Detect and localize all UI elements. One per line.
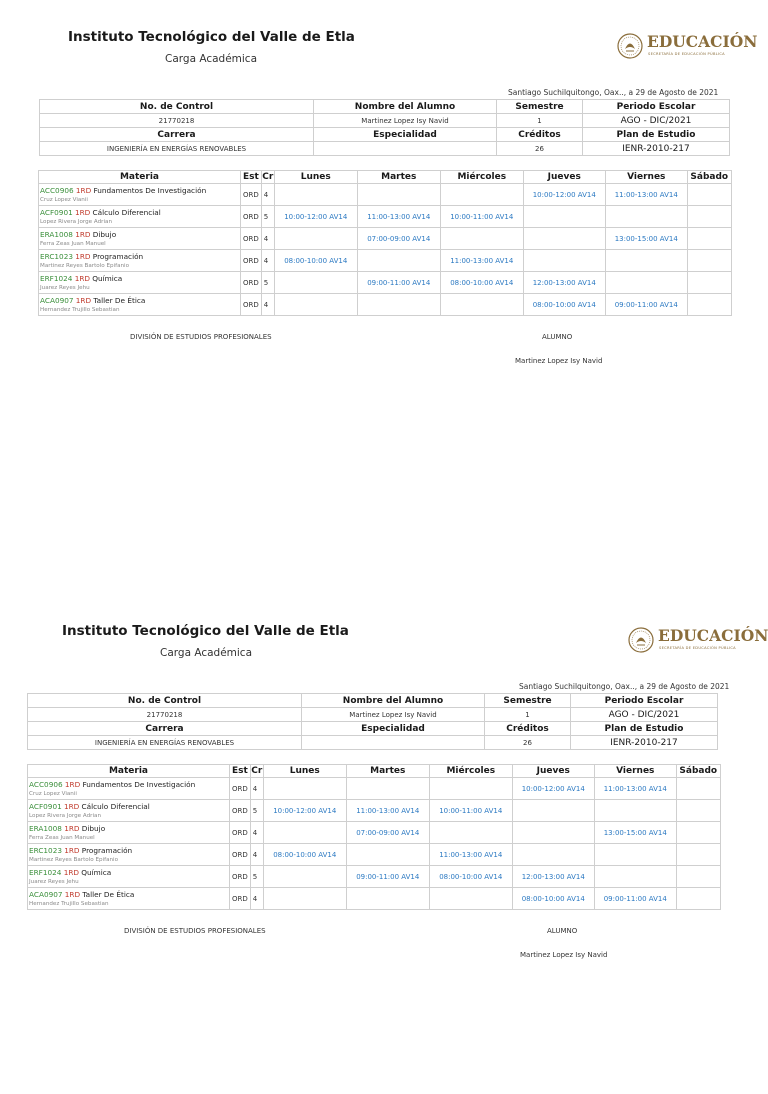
schedule-slot: 11:00-13:00 AV14 (440, 250, 523, 272)
subject-cell (28, 778, 230, 800)
schedule-slot (429, 822, 512, 844)
subject-name: Programación (92, 251, 144, 261)
subject-name: Química (81, 867, 112, 877)
schedule-slot (605, 206, 687, 228)
credits-cell: 4 (250, 844, 263, 866)
subject-name: Cálculo Diferencial (92, 207, 161, 217)
schedule-slot (687, 206, 731, 228)
semester-header: Semestre (497, 100, 583, 114)
credits-cell: 5 (250, 866, 263, 888)
sep-logo (628, 624, 768, 658)
schedule-slot (594, 844, 676, 866)
credits-cell: 4 (250, 888, 263, 910)
schedule-slot (687, 250, 731, 272)
schedule-slot (357, 294, 440, 316)
career-header: Carrera (28, 722, 302, 736)
career-header: Carrera (40, 128, 314, 142)
schedule-slot (676, 778, 720, 800)
credits-cell: 5 (261, 206, 274, 228)
logo-tagline: SECRETARÍA DE EDUCACIÓN PÚBLICA (659, 646, 736, 650)
schedule-header-7: Viernes (594, 765, 676, 778)
specialty-header: Especialidad (302, 722, 485, 736)
institution-title: Instituto Tecnológico del Valle de Etla (68, 29, 355, 45)
plan-value: IENR-2010-217 (571, 736, 718, 750)
subject-name: Taller De Ética (93, 295, 146, 305)
schedule-slot (274, 272, 357, 294)
group-code: 1RD (63, 801, 80, 811)
schedule-slot: 10:00-11:00 AV14 (440, 206, 523, 228)
credits-value: 26 (485, 736, 571, 750)
subject-name: Programación (81, 845, 133, 855)
student-name-value: Martinez Lopez Isy Navid (314, 114, 497, 128)
schedule-slot (274, 228, 357, 250)
credits-cell: 5 (250, 800, 263, 822)
subject-cell (28, 822, 230, 844)
logo-wordmark: EDUCACIÓN (658, 626, 768, 645)
student-signature-label: ALUMNO (547, 927, 578, 935)
status-cell: ORD (230, 822, 251, 844)
schedule-slot: 11:00-13:00 AV14 (357, 206, 440, 228)
table-row (28, 844, 721, 866)
schedule-slot (687, 294, 731, 316)
schedule-slot (687, 272, 731, 294)
credits-cell: 4 (250, 822, 263, 844)
schedule-slot (676, 888, 720, 910)
subject-code: ACC0906 (40, 185, 74, 195)
schedule-slot (594, 800, 676, 822)
schedule-header-1: Est (241, 171, 262, 184)
student-name-header: Nombre del Alumno (302, 694, 485, 708)
schedule-slot: 08:00-10:00 AV14 (263, 844, 346, 866)
semester-header: Semestre (485, 694, 571, 708)
schedule-slot: 07:00-09:00 AV14 (346, 822, 429, 844)
status-cell: ORD (241, 250, 262, 272)
career-value: INGENIERÍA EN ENERGÍAS RENOVABLES (28, 736, 302, 750)
subject-name: Dibujo (81, 823, 106, 833)
plan-value: IENR-2010-217 (583, 142, 730, 156)
schedule-slot: 12:00-13:00 AV14 (523, 272, 605, 294)
student-info-table (27, 693, 718, 750)
subject-cell (39, 228, 241, 250)
place-and-date: Santiago Suchilquitongo, Oax.., a 29 de Agosto de 2021 (519, 682, 730, 691)
schedule-header-0: Materia (39, 171, 241, 184)
subject-cell (39, 272, 241, 294)
student-name-value: Martinez Lopez Isy Navid (302, 708, 485, 722)
credits-cell: 4 (250, 778, 263, 800)
logo-tagline: SECRETARÍA DE EDUCACIÓN PÚBLICA (648, 52, 725, 56)
credits-header: Créditos (497, 128, 583, 142)
institution-title: Instituto Tecnológico del Valle de Etla (62, 623, 349, 639)
subject-code: ERC1023 (40, 251, 73, 261)
specialty-header: Especialidad (314, 128, 497, 142)
schedule-slot (676, 822, 720, 844)
schedule-slot (512, 822, 594, 844)
schedule-header-4: Martes (346, 765, 429, 778)
subject-cell (28, 800, 230, 822)
status-cell: ORD (230, 778, 251, 800)
period-header: Periodo Escolar (583, 100, 730, 114)
subject-code: ACA0907 (29, 889, 63, 899)
student-info-table (39, 99, 730, 156)
specialty-value (302, 736, 485, 750)
schedule-slot (687, 228, 731, 250)
schedule-slot: 11:00-13:00 AV14 (594, 778, 676, 800)
subject-cell (28, 888, 230, 910)
semester-value: 1 (497, 114, 583, 128)
group-code: 1RD (64, 779, 81, 789)
professor-name: Lopez Rivera Jorge Adrian (29, 812, 101, 819)
professor-name: Martinez Reyes Bartolo Epifanio (29, 856, 119, 863)
table-row (39, 294, 732, 316)
group-code: 1RD (75, 229, 91, 239)
schedule-slot (605, 272, 687, 294)
schedule-slot: 09:00-11:00 AV14 (605, 294, 687, 316)
schedule-slot (263, 822, 346, 844)
table-row (39, 206, 732, 228)
schedule-slot: 08:00-10:00 AV14 (274, 250, 357, 272)
student-signature-label: ALUMNO (542, 333, 573, 341)
credits-header: Créditos (485, 722, 571, 736)
group-code: 1RD (74, 273, 91, 283)
group-code: 1RD (64, 889, 81, 899)
professor-name: Hernandez Trujillo Sebastian (40, 306, 120, 313)
professor-name: Cruz Lopez Vianii (40, 196, 88, 203)
status-cell: ORD (241, 228, 262, 250)
schedule-slot (357, 250, 440, 272)
subject-cell (39, 184, 241, 206)
schedule-slot (346, 844, 429, 866)
schedule-slot: 09:00-11:00 AV14 (594, 888, 676, 910)
place-and-date: Santiago Suchilquitongo, Oax.., a 29 de Agosto de 2021 (508, 88, 719, 97)
credits-value: 26 (497, 142, 583, 156)
schedule-header-0: Materia (28, 765, 230, 778)
plan-header: Plan de Estudio (583, 128, 730, 142)
document-subtitle: Carga Académica (165, 53, 258, 65)
professor-name: Juarez Reyes Jehu (29, 878, 79, 885)
status-cell: ORD (230, 866, 251, 888)
student-signature-name: Martinez Lopez Isy Navid (520, 951, 608, 959)
specialty-value (314, 142, 497, 156)
subject-code: ERA1008 (29, 823, 62, 833)
credits-cell: 4 (261, 184, 274, 206)
schedule-slot: 08:00-10:00 AV14 (440, 272, 523, 294)
table-row (28, 866, 721, 888)
subject-name: Química (92, 273, 123, 283)
status-cell: ORD (241, 184, 262, 206)
schedule-slot: 12:00-13:00 AV14 (512, 866, 594, 888)
schedule-table (38, 170, 732, 316)
group-code: 1RD (75, 295, 92, 305)
career-value: INGENIERÍA EN ENERGÍAS RENOVABLES (40, 142, 314, 156)
eagle-seal-icon (628, 626, 654, 654)
table-row (39, 228, 732, 250)
schedule-header-3: Lunes (274, 171, 357, 184)
status-cell: ORD (230, 844, 251, 866)
status-cell: ORD (241, 272, 262, 294)
schedule-slot (429, 778, 512, 800)
professor-name: Ferra Zeas Juan Manuel (40, 240, 106, 247)
table-row (28, 822, 721, 844)
table-row (39, 250, 732, 272)
status-cell: ORD (241, 206, 262, 228)
schedule-slot: 13:00-15:00 AV14 (594, 822, 676, 844)
table-row (39, 184, 732, 206)
schedule-slot (274, 294, 357, 316)
academic-load-page (0, 0, 768, 500)
schedule-slot (263, 888, 346, 910)
subject-code: ERC1023 (29, 845, 62, 855)
subject-code: ACA0907 (40, 295, 74, 305)
status-cell: ORD (230, 888, 251, 910)
schedule-slot (274, 184, 357, 206)
subject-code: ACC0906 (29, 779, 63, 789)
credits-cell: 5 (261, 272, 274, 294)
schedule-slot: 10:00-12:00 AV14 (263, 800, 346, 822)
control-number-header: No. de Control (40, 100, 314, 114)
subject-cell (28, 866, 230, 888)
schedule-slot: 09:00-11:00 AV14 (357, 272, 440, 294)
schedule-header-6: Jueves (512, 765, 594, 778)
professor-name: Juarez Reyes Jehu (40, 284, 90, 291)
schedule-header-5: Miércoles (429, 765, 512, 778)
schedule-header-5: Miércoles (440, 171, 523, 184)
period-value: AGO - DIC/2021 (571, 708, 718, 722)
division-signature-label: DIVISIÓN DE ESTUDIOS PROFESIONALES (130, 333, 272, 341)
schedule-header-1: Est (230, 765, 251, 778)
schedule-table (27, 764, 721, 910)
subject-code: ERF1024 (40, 273, 73, 283)
eagle-seal-icon (617, 32, 643, 60)
schedule-slot (687, 184, 731, 206)
student-signature-name: Martinez Lopez Isy Navid (515, 357, 603, 365)
division-signature-label: DIVISIÓN DE ESTUDIOS PROFESIONALES (124, 927, 266, 935)
schedule-slot (512, 800, 594, 822)
schedule-header-7: Viernes (605, 171, 687, 184)
schedule-header-3: Lunes (263, 765, 346, 778)
table-row (28, 800, 721, 822)
subject-name: Dibujo (92, 229, 117, 239)
subject-name: Taller De Ética (82, 889, 135, 899)
period-value: AGO - DIC/2021 (583, 114, 730, 128)
schedule-slot (523, 206, 605, 228)
schedule-header-4: Martes (357, 171, 440, 184)
schedule-slot: 13:00-15:00 AV14 (605, 228, 687, 250)
schedule-slot (512, 844, 594, 866)
subject-cell (39, 206, 241, 228)
schedule-slot: 10:00-11:00 AV14 (429, 800, 512, 822)
schedule-slot (346, 888, 429, 910)
schedule-slot: 10:00-12:00 AV14 (523, 184, 605, 206)
professor-name: Lopez Rivera Jorge Adrian (40, 218, 112, 225)
schedule-slot (676, 866, 720, 888)
credits-cell: 4 (261, 250, 274, 272)
subject-name: Cálculo Diferencial (81, 801, 150, 811)
schedule-slot: 11:00-13:00 AV14 (429, 844, 512, 866)
schedule-slot (440, 184, 523, 206)
plan-header: Plan de Estudio (571, 722, 718, 736)
group-code: 1RD (74, 207, 91, 217)
professor-name: Martinez Reyes Bartolo Epifanio (40, 262, 130, 269)
schedule-header-8: Sábado (676, 765, 720, 778)
table-row (39, 272, 732, 294)
schedule-slot (440, 294, 523, 316)
group-code: 1RD (64, 845, 80, 855)
schedule-slot: 08:00-10:00 AV14 (429, 866, 512, 888)
group-code: 1RD (64, 823, 80, 833)
schedule-slot: 08:00-10:00 AV14 (512, 888, 594, 910)
subject-code: ACF0901 (40, 207, 73, 217)
control-number-value: 21770218 (28, 708, 302, 722)
professor-name: Ferra Zeas Juan Manuel (29, 834, 95, 841)
schedule-slot (346, 778, 429, 800)
subject-code: ACF0901 (29, 801, 62, 811)
schedule-slot (440, 228, 523, 250)
schedule-slot (594, 866, 676, 888)
logo-wordmark: EDUCACIÓN (647, 32, 758, 51)
schedule-slot (357, 184, 440, 206)
academic-load-page (0, 594, 768, 1094)
sep-logo (617, 30, 758, 64)
schedule-slot (605, 250, 687, 272)
schedule-header-2: Cr (262, 172, 274, 182)
schedule-header-8: Sábado (687, 171, 731, 184)
schedule-slot: 08:00-10:00 AV14 (523, 294, 605, 316)
professor-name: Cruz Lopez Vianii (29, 790, 77, 797)
group-code: 1RD (75, 251, 91, 261)
subject-cell (39, 294, 241, 316)
semester-value: 1 (485, 708, 571, 722)
schedule-slot: 11:00-13:00 AV14 (605, 184, 687, 206)
schedule-header-2: Cr (251, 766, 263, 776)
period-header: Periodo Escolar (571, 694, 718, 708)
schedule-slot (263, 866, 346, 888)
schedule-slot (263, 778, 346, 800)
schedule-slot (676, 800, 720, 822)
subject-name: Fundamentos De Investigación (93, 185, 207, 195)
table-row (28, 888, 721, 910)
schedule-slot: 10:00-12:00 AV14 (274, 206, 357, 228)
group-code: 1RD (63, 867, 80, 877)
status-cell: ORD (230, 800, 251, 822)
subject-code: ERF1024 (29, 867, 62, 877)
document-subtitle: Carga Académica (160, 647, 253, 659)
control-number-value: 21770218 (40, 114, 314, 128)
schedule-slot: 11:00-13:00 AV14 (346, 800, 429, 822)
status-cell: ORD (241, 294, 262, 316)
subject-cell (39, 250, 241, 272)
student-name-header: Nombre del Alumno (314, 100, 497, 114)
subject-cell (28, 844, 230, 866)
subject-name: Fundamentos De Investigación (82, 779, 196, 789)
schedule-slot (429, 888, 512, 910)
control-number-header: No. de Control (28, 694, 302, 708)
group-code: 1RD (75, 185, 92, 195)
schedule-slot: 09:00-11:00 AV14 (346, 866, 429, 888)
schedule-slot (523, 250, 605, 272)
credits-cell: 4 (261, 228, 274, 250)
table-row (28, 778, 721, 800)
schedule-slot (523, 228, 605, 250)
schedule-slot (676, 844, 720, 866)
schedule-header-6: Jueves (523, 171, 605, 184)
professor-name: Hernandez Trujillo Sebastian (29, 900, 109, 907)
subject-code: ERA1008 (40, 229, 73, 239)
credits-cell: 4 (261, 294, 274, 316)
schedule-slot: 07:00-09:00 AV14 (357, 228, 440, 250)
schedule-slot: 10:00-12:00 AV14 (512, 778, 594, 800)
